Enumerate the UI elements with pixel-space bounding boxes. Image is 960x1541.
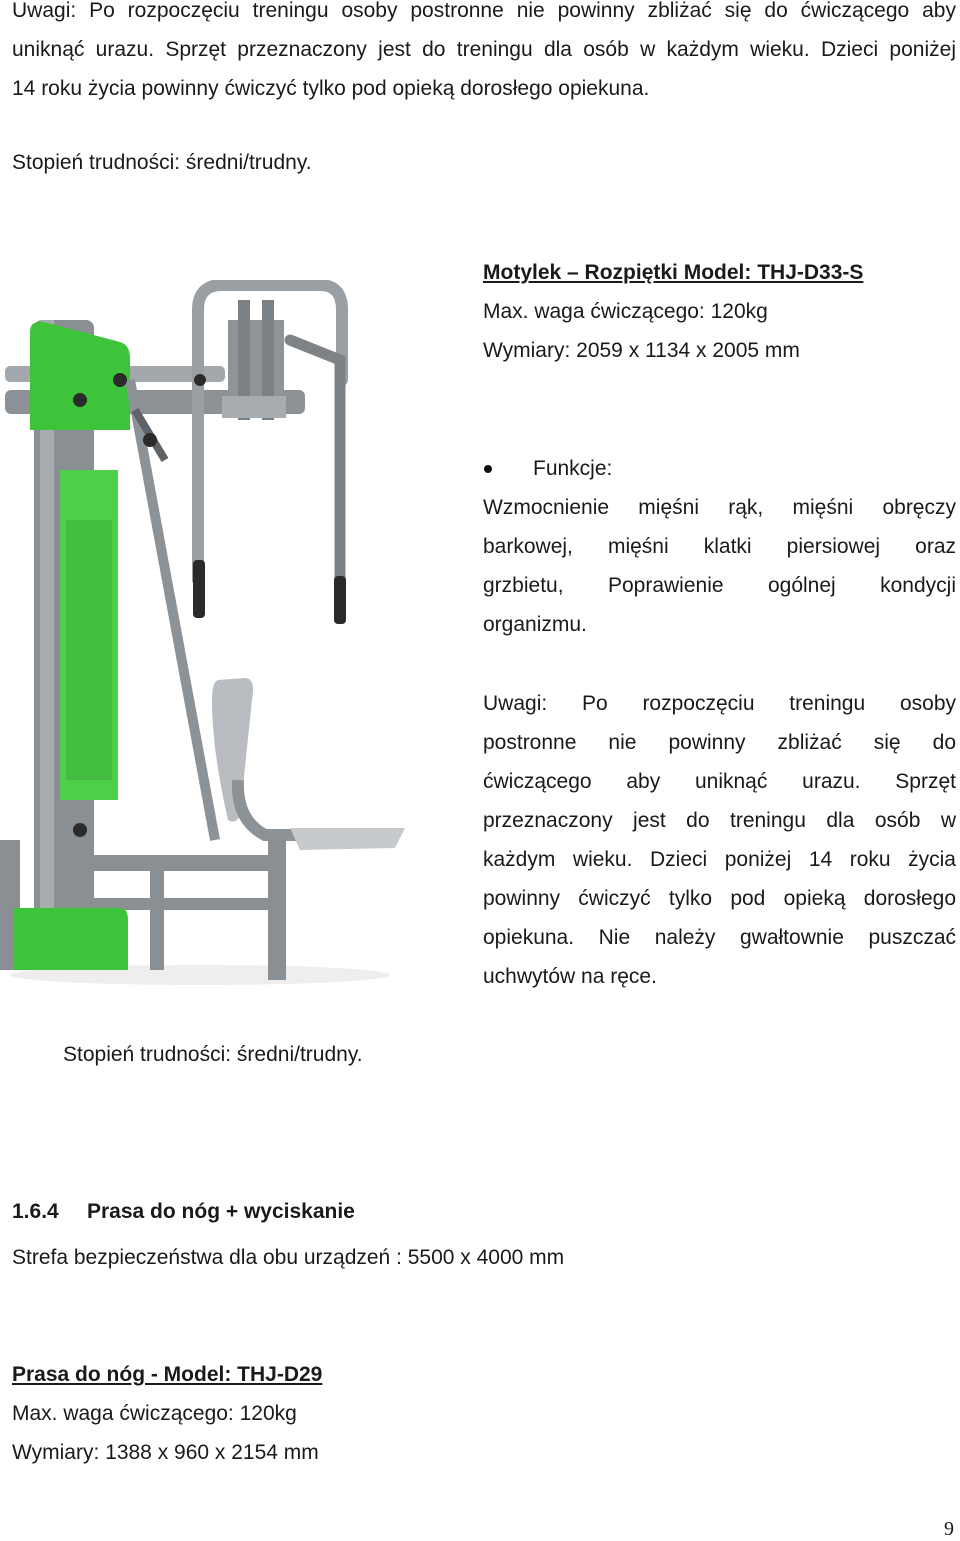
prasa-title: Prasa do nóg - Model: THJ-D29	[12, 1363, 323, 1386]
bullet-icon	[484, 465, 492, 473]
page-number: 9	[944, 1518, 954, 1540]
top-warning-line-1: Uwagi: Po rozpoczęciu treningu osoby postronne nie powinny zbliżać się do ćwiczącego aby	[12, 0, 956, 22]
motylek-max-weight: Max. waga ćwiczącego: 120kg	[483, 300, 768, 323]
functions-label: Funkcje:	[533, 457, 613, 480]
prasa-dimensions: Wymiary: 1388 x 960 x 2154 mm	[12, 1441, 319, 1464]
functions-line-1: Wzmocnienie mięśni rąk, mięśni obręczy	[483, 496, 956, 519]
motylek-warning-line-7: opiekuna. Nie należy gwałtownie puszczać	[483, 926, 956, 949]
motylek-warning-line-8: uchwytów na ręce.	[483, 965, 657, 988]
prasa-max-weight: Max. waga ćwiczącego: 120kg	[12, 1402, 297, 1425]
top-warning-line-3: 14 roku życia powinny ćwiczyć tylko pod opieką dorosłego opiekuna.	[12, 77, 650, 100]
section-title: Prasa do nóg + wyciskanie	[87, 1200, 355, 1223]
motylek-warning-line-1: Uwagi: Po rozpoczęciu treningu osoby	[483, 692, 956, 715]
butterfly-machine-image	[0, 280, 410, 990]
motylek-warning-line-3: ćwiczącego aby uniknąć urazu. Sprzęt	[483, 770, 956, 793]
motylek-warning-line-5: każdym wieku. Dzieci poniżej 14 roku życia	[483, 848, 956, 871]
functions-line-4: organizmu.	[483, 613, 587, 636]
top-warning-line-2: uniknąć urazu. Sprzęt przeznaczony jest do treningu dla osób w każdym wieku. Dzieci poniżej	[12, 38, 956, 61]
motylek-warning-line-4: przeznaczony jest do treningu dla osób w	[483, 809, 956, 832]
motylek-dimensions: Wymiary: 2059 x 1134 x 2005 mm	[483, 339, 800, 362]
functions-line-3: grzbietu, Poprawienie ogólnej kondycji	[483, 574, 956, 597]
section-number: 1.6.4	[12, 1200, 59, 1223]
motylek-difficulty: Stopień trudności: średni/trudny.	[63, 1043, 363, 1066]
motylek-warning-line-2: postronne nie powinny zbliżać się do	[483, 731, 956, 754]
motylek-title: Motylek – Rozpiętki Model: THJ-D33-S	[483, 261, 864, 284]
top-difficulty: Stopień trudności: średni/trudny.	[12, 151, 312, 174]
functions-line-2: barkowej, mięśni klatki piersiowej oraz	[483, 535, 956, 558]
motylek-warning-line-6: powinny ćwiczyć tylko pod opieką dorosłego	[483, 887, 956, 910]
safety-zone: Strefa bezpieczeństwa dla obu urządzeń : 5500 x 4000 mm	[12, 1246, 565, 1269]
